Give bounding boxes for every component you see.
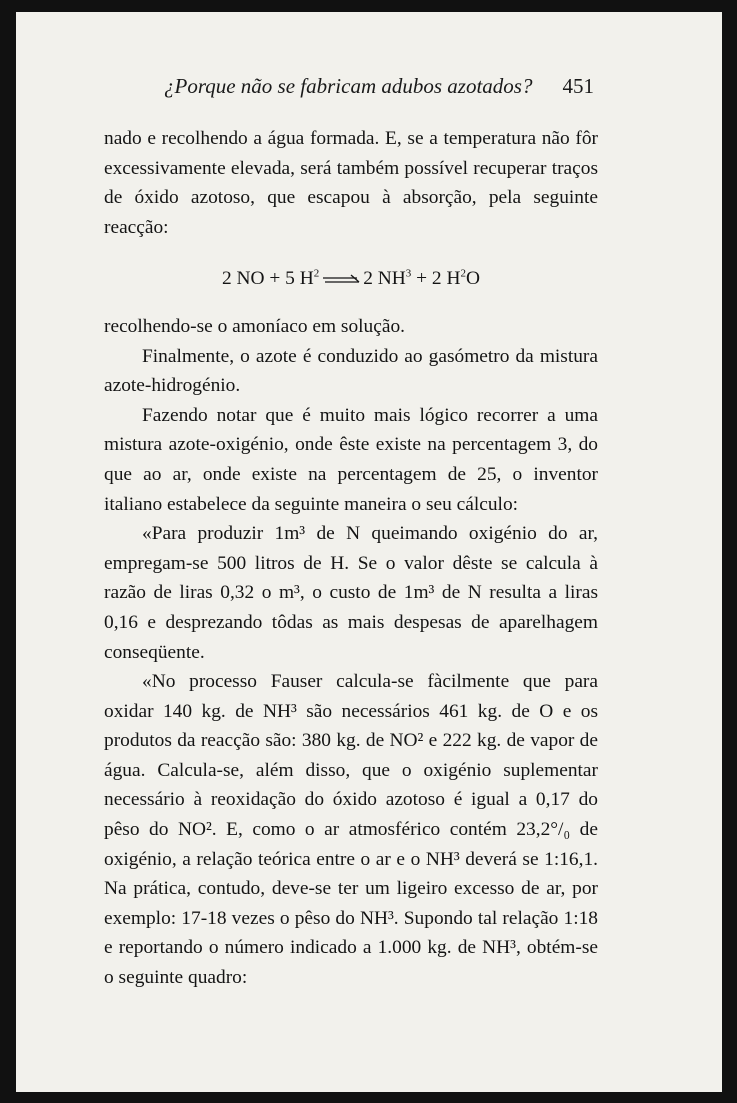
equation-reactants: 2 NO + 5 H [222, 268, 314, 290]
chemical-equation [104, 264, 598, 294]
running-header [164, 74, 594, 108]
paragraph-4: Fazendo notar que é muito mais lógico recorrer a uma mistura azote-oxigénio, onde êste existe na percentagem 3, do que ao ar, onde existe na percentagem de 25, o inventor italiano estabelece da seguinte maneira o seu cálculo: [104, 404, 598, 515]
paragraph-6: «No processo Fauser calcula-se fàcilmente que para oxidar 140 kg. de NH³ são necessários 461 kg. de O e os produtos da reacção são: 380 kg. de NO² e 222 kg. de vapor de água. Calcula-se, além disso, que o oxigénio suplementar necessário à reoxidação do óxido azotoso é igual a 0,17 do pêso do NO². E, como o ar atmosférico contém 23,2°/₀ de oxigénio, a relação teórica entre o ar e o NH³ deverá se 1:16,1. Na prática, contudo, deve-se ter um ligeiro excesso de ar, por exemplo: 17-18 vezes o pêso do NH³. Supondo tal relação 1:18 e reportando o número indicado a 1.000 kg. de NH³, obtém-se o seguinte quadro: [104, 671, 598, 989]
page-number: 451 [562, 74, 594, 98]
equation-plus-water: + 2 H [411, 268, 461, 290]
paragraph-3: Finalmente, o azote é conduzido ao gasómetro da mistura azote-hidrogénio. [104, 345, 598, 397]
equation-oxygen: O [465, 268, 480, 290]
equation-h2o-subscript: 2 [460, 267, 466, 280]
equation-nh3-subscript: 3 [405, 267, 412, 280]
equation-product-nh: 2 NH [363, 268, 406, 290]
chapter-title: ¿Porque não se fabricam adubos azotados? [164, 74, 533, 98]
equation-h2-subscript: 2 [313, 267, 320, 280]
paragraph-5: «Para produzir 1m³ de N queimando oxigénio do ar, empregam-se 500 litros de H. Se o valor dêste se calcula à razão de liras 0,32 o m³, o custo de 1m³ de N resulta a liras 0,16 e desprezando tôdas as mais despesas de aparelhagem conseqüente. [104, 523, 598, 663]
paragraph-1: nado e recolhendo a água formada. E, se a temperatura não fôr excessivamente elevada, será também possível recuperar traços de óxido azotoso, que escapou à absorção, pela seguinte reacção: [104, 128, 598, 238]
book-page [16, 12, 722, 1092]
paragraph-2: recolhendo-se o amoníaco em solução. [104, 315, 405, 337]
page-body [104, 124, 598, 993]
equilibrium-arrow-icon [321, 274, 361, 286]
